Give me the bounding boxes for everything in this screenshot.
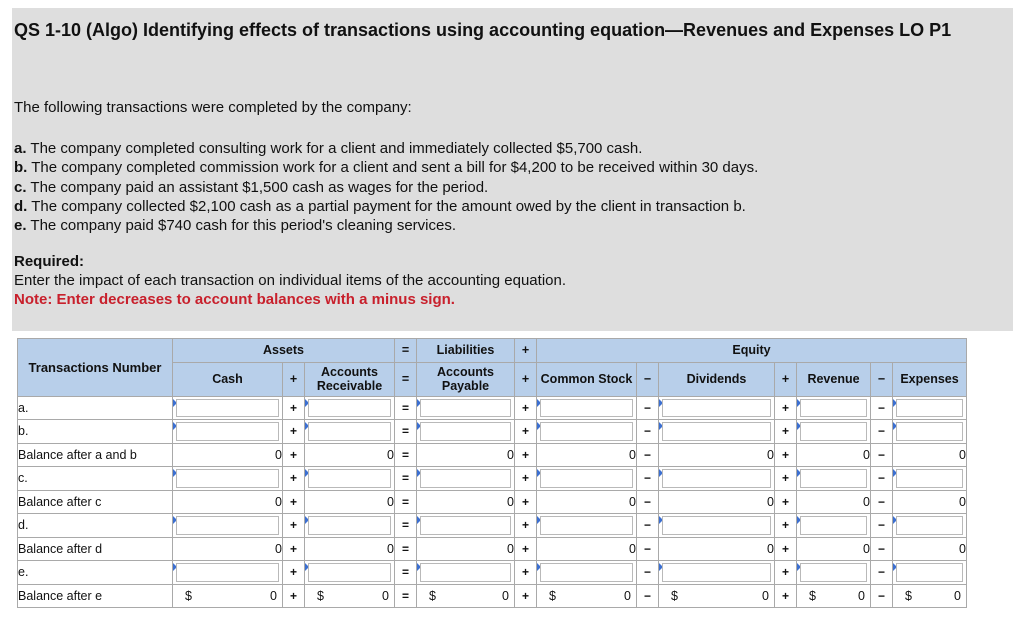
op-plus: + xyxy=(283,490,305,514)
accounts-payable-input[interactable] xyxy=(417,420,515,444)
accounts-payable-input[interactable] xyxy=(417,514,515,538)
op-plus: + xyxy=(283,467,305,491)
revenue-balance: 0 xyxy=(797,490,871,514)
accounts-payable-balance: 0 xyxy=(417,537,515,561)
accounts-payable-balance: 0 xyxy=(417,443,515,467)
col-header-transactions: Transactions Number xyxy=(18,339,173,397)
table-row xyxy=(18,396,967,420)
row-label: d. xyxy=(18,514,173,538)
op-minus: − xyxy=(637,420,659,444)
row-label: b. xyxy=(18,420,173,444)
op-minus: − xyxy=(871,443,893,467)
balance-row xyxy=(18,537,967,561)
op-plus: + xyxy=(775,362,797,396)
op-equals: = xyxy=(395,467,417,491)
row-label: Balance after e xyxy=(18,584,173,608)
op-equals: = xyxy=(395,490,417,514)
balance-row xyxy=(18,443,967,467)
common-stock-balance: 0 xyxy=(537,443,637,467)
transaction-list xyxy=(14,139,758,235)
expenses-final-balance: $ 0 xyxy=(893,584,967,608)
op-equals: = xyxy=(395,584,417,608)
accounts-payable-final-balance: $ 0 xyxy=(417,584,515,608)
op-minus: − xyxy=(871,396,893,420)
intro-text: The following transactions were completed by the company: xyxy=(14,99,412,116)
op-plus: + xyxy=(515,443,537,467)
op-minus: − xyxy=(871,362,893,396)
required-text: Enter the impact of each transaction on individual items of the accounting equation. xyxy=(14,272,567,289)
op-plus: + xyxy=(775,396,797,420)
dividends-final-balance: $ 0 xyxy=(659,584,775,608)
op-plus: + xyxy=(775,443,797,467)
required-label: Required: xyxy=(14,253,85,270)
op-plus: + xyxy=(515,396,537,420)
common-stock-final-balance: $ 0 xyxy=(537,584,637,608)
transaction-item: a. The company completed consulting work for a client and immediately collected $5,700 cash. xyxy=(14,140,643,157)
accounts-payable-balance: 0 xyxy=(417,490,515,514)
revenue-balance: 0 xyxy=(797,537,871,561)
op-minus: − xyxy=(637,362,659,396)
op-plus: + xyxy=(515,362,537,396)
row-label: Balance after c xyxy=(18,490,173,514)
accounts-payable-input[interactable] xyxy=(417,396,515,420)
common-stock-input[interactable] xyxy=(537,514,637,538)
row-label: Balance after d xyxy=(18,537,173,561)
op-equals: = xyxy=(395,396,417,420)
op-minus: − xyxy=(637,443,659,467)
op-minus: − xyxy=(871,514,893,538)
cash-input[interactable] xyxy=(173,420,283,444)
accounts-receivable-input[interactable] xyxy=(305,420,395,444)
accounts-payable-input[interactable] xyxy=(417,467,515,491)
op-minus: − xyxy=(871,561,893,585)
dividends-balance: 0 xyxy=(659,443,775,467)
common-stock-input[interactable] xyxy=(537,561,637,585)
group-header-equals: = xyxy=(395,339,417,363)
cash-balance: 0 xyxy=(173,490,283,514)
op-plus: + xyxy=(515,490,537,514)
revenue-input[interactable] xyxy=(797,396,871,420)
expenses-input[interactable] xyxy=(893,514,967,538)
revenue-final-balance: $ 0 xyxy=(797,584,871,608)
op-plus: + xyxy=(283,362,305,396)
common-stock-balance: 0 xyxy=(537,537,637,561)
op-equals: = xyxy=(395,362,417,396)
accounts-receivable-balance: 0 xyxy=(305,490,395,514)
op-plus: + xyxy=(515,584,537,608)
table-row xyxy=(18,467,967,491)
transaction-item: c. The company paid an assistant $1,500 cash as wages for the period. xyxy=(14,178,489,196)
table-row xyxy=(18,561,967,585)
dividends-balance: 0 xyxy=(659,490,775,514)
op-equals: = xyxy=(395,561,417,585)
op-minus: − xyxy=(637,490,659,514)
balance-row xyxy=(18,490,967,514)
op-plus: + xyxy=(283,443,305,467)
op-minus: − xyxy=(637,467,659,491)
op-plus: + xyxy=(283,396,305,420)
op-equals: = xyxy=(395,420,417,444)
row-label: a. xyxy=(18,396,173,420)
row-label: e. xyxy=(18,561,173,585)
group-header-assets: Assets xyxy=(173,339,395,363)
final-balance-row xyxy=(18,584,967,608)
common-stock-input[interactable] xyxy=(537,420,637,444)
accounting-equation-table xyxy=(17,338,967,608)
op-equals: = xyxy=(395,443,417,467)
col-header-expenses: Expenses xyxy=(893,362,967,396)
col-header-accounts-payable: Accounts Payable xyxy=(417,362,515,396)
transaction-item: d. The company collected $2,100 cash as a partial payment for the amount owed by the client in transaction b. xyxy=(14,197,746,215)
expenses-input[interactable] xyxy=(893,467,967,491)
op-minus: − xyxy=(637,584,659,608)
transaction-item: e. The company paid $740 cash for this period's cleaning services. xyxy=(14,217,457,235)
note-text: Note: Enter decreases to account balances with a minus sign. xyxy=(14,291,455,308)
row-label: Balance after a and b xyxy=(18,443,173,467)
expenses-input[interactable] xyxy=(893,396,967,420)
col-header-accounts-receivable: Accounts Receivable xyxy=(305,362,395,396)
group-header-liabilities: Liabilities xyxy=(417,339,515,363)
op-equals: = xyxy=(395,514,417,538)
cash-balance: 0 xyxy=(173,443,283,467)
expenses-balance: 0 xyxy=(893,443,967,467)
accounts-receivable-input[interactable] xyxy=(305,396,395,420)
op-plus: + xyxy=(283,514,305,538)
cash-final-balance: $ 0 xyxy=(173,584,283,608)
op-plus: + xyxy=(283,537,305,561)
table-row xyxy=(18,420,967,444)
op-minus: − xyxy=(637,537,659,561)
problem-title: QS 1-10 (Algo) Identifying effects of transactions using accounting equation—Revenues and Expenses LO P1 xyxy=(14,20,952,40)
group-header-equity: Equity xyxy=(537,339,967,363)
revenue-input[interactable] xyxy=(797,514,871,538)
transaction-item: b. The company completed commission work for a client and sent a bill for $4,200 to be received within 30 days. xyxy=(14,159,759,177)
op-plus: + xyxy=(775,561,797,585)
op-plus: + xyxy=(515,467,537,491)
op-plus: + xyxy=(515,420,537,444)
table-row xyxy=(18,514,967,538)
row-label: c. xyxy=(18,467,173,491)
accounts-payable-input[interactable] xyxy=(417,561,515,585)
op-plus: + xyxy=(775,514,797,538)
dividends-input[interactable] xyxy=(659,396,775,420)
op-minus: − xyxy=(871,490,893,514)
cash-input[interactable] xyxy=(173,561,283,585)
op-plus: + xyxy=(775,467,797,491)
op-plus: + xyxy=(515,537,537,561)
revenue-input[interactable] xyxy=(797,420,871,444)
common-stock-input[interactable] xyxy=(537,467,637,491)
revenue-input[interactable] xyxy=(797,467,871,491)
expenses-input[interactable] xyxy=(893,561,967,585)
cash-input[interactable] xyxy=(173,467,283,491)
cash-input[interactable] xyxy=(173,396,283,420)
op-minus: − xyxy=(871,584,893,608)
op-minus: − xyxy=(637,514,659,538)
cash-balance: 0 xyxy=(173,537,283,561)
dividends-input[interactable] xyxy=(659,420,775,444)
op-plus: + xyxy=(515,561,537,585)
common-stock-input[interactable] xyxy=(537,396,637,420)
dividends-input[interactable] xyxy=(659,514,775,538)
revenue-balance: 0 xyxy=(797,443,871,467)
expenses-balance: 0 xyxy=(893,490,967,514)
op-plus: + xyxy=(283,584,305,608)
revenue-input[interactable] xyxy=(797,561,871,585)
accounts-receivable-balance: 0 xyxy=(305,537,395,561)
op-plus: + xyxy=(775,490,797,514)
op-minus: − xyxy=(871,537,893,561)
expenses-balance: 0 xyxy=(893,537,967,561)
op-plus: + xyxy=(283,420,305,444)
col-header-dividends: Dividends xyxy=(659,362,775,396)
op-equals: = xyxy=(395,537,417,561)
common-stock-balance: 0 xyxy=(537,490,637,514)
accounts-receivable-balance: 0 xyxy=(305,443,395,467)
dividends-input[interactable] xyxy=(659,561,775,585)
accounts-receivable-final-balance: $ 0 xyxy=(305,584,395,608)
op-plus: + xyxy=(775,537,797,561)
op-minus: − xyxy=(637,561,659,585)
col-header-cash: Cash xyxy=(173,362,283,396)
group-header-plus: + xyxy=(515,339,537,363)
op-plus: + xyxy=(775,584,797,608)
dividends-input[interactable] xyxy=(659,467,775,491)
op-plus: + xyxy=(283,561,305,585)
op-plus: + xyxy=(515,514,537,538)
cash-input[interactable] xyxy=(173,514,283,538)
dividends-balance: 0 xyxy=(659,537,775,561)
col-header-revenue: Revenue xyxy=(797,362,871,396)
op-minus: − xyxy=(871,467,893,491)
accounts-receivable-input[interactable] xyxy=(305,514,395,538)
accounts-receivable-input[interactable] xyxy=(305,467,395,491)
accounts-receivable-input[interactable] xyxy=(305,561,395,585)
op-minus: − xyxy=(871,420,893,444)
col-header-common-stock: Common Stock xyxy=(537,362,637,396)
op-plus: + xyxy=(775,420,797,444)
expenses-input[interactable] xyxy=(893,420,967,444)
op-minus: − xyxy=(637,396,659,420)
